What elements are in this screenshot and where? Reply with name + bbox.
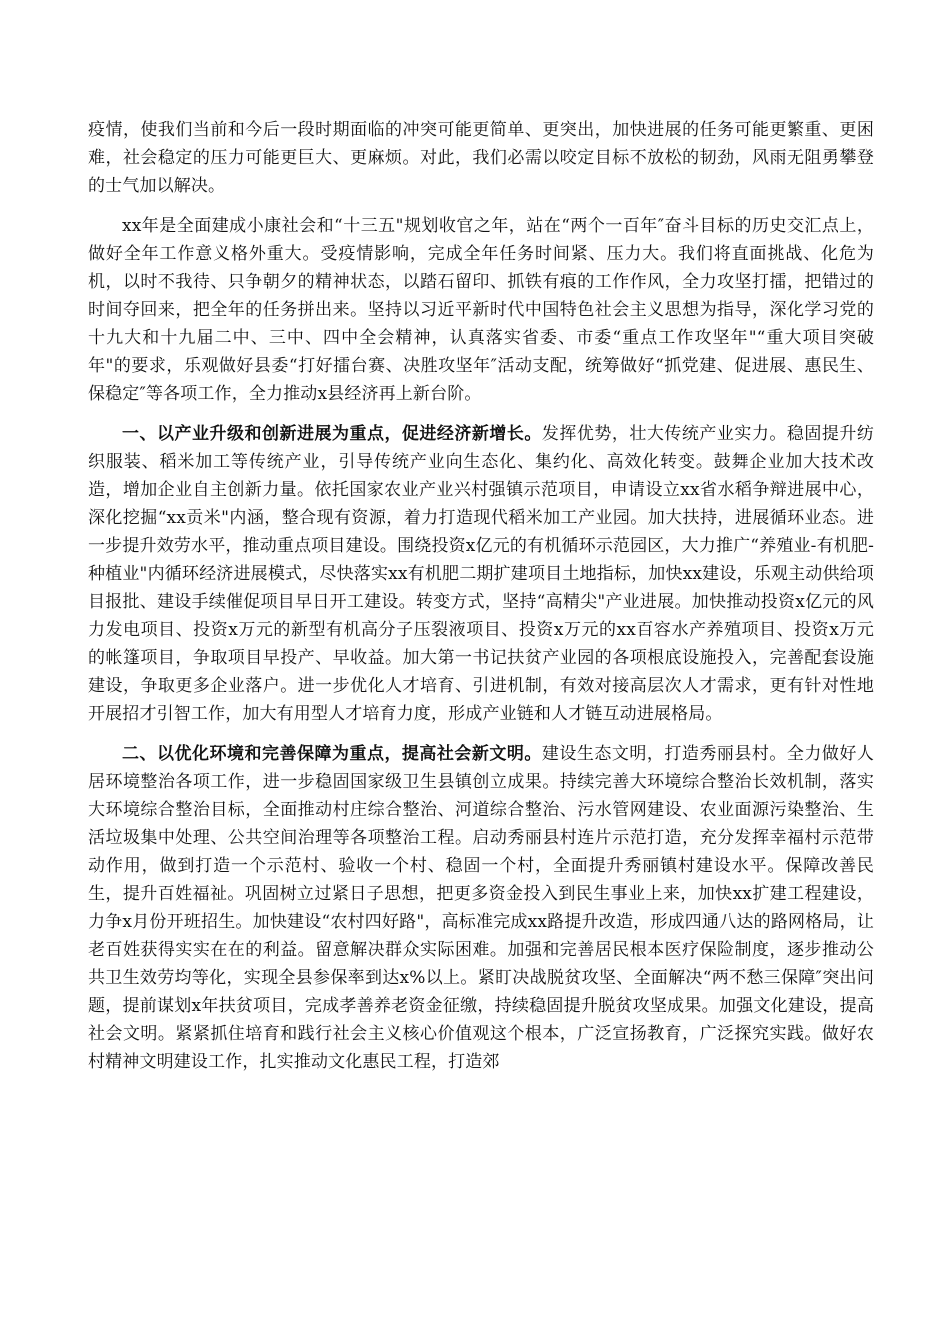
- paragraph-text: 疫情，使我们当前和今后一段时期面临的冲突可能更简单、更突出，加快进展的任务可能更繁重、更困难，社会稳定的压力可能更巨大、更麻烦。对此，我们必需以咬定目标不放松的韧劲，风雨无阻勇攀登的士气加以解决。: [88, 120, 874, 196]
- paragraph-text: xx年是全面建成小康社会和“十三五"规划收官之年，站在“两个一百年″奋斗目标的历史交汇点上，做好全年工作意义格外重大。受疫情影响，完成全年任务时间紧、压力大。我们将直面挑战、化危为机，以时不我待、只争朝夕的精神状态，以踏石留印、抓铁有痕的工作作风，全力攻坚打擂，把错过的时间夺回来，把全年的任务拼出来。坚持以习近平新时代中国特色社会主义思想为指导，深化学习党的十九大和十九届二中、三中、四中全会精神，认真落实省委、市委“重点工作攻坚年"“重大项目突破年"的要求，乐观做好县委“打好擂台赛、决胜攻坚年″活动支配，统筹做好“抓党建、促进展、惠民生、保稳定″等各项工作，全力推动x县经济再上新台阶。: [88, 216, 874, 404]
- section-heading: 二、以优化环境和完善保障为重点，提高社会新文明。: [122, 744, 542, 764]
- paragraph-section-one: [88, 420, 874, 728]
- paragraph-continuation: [88, 116, 874, 200]
- paragraph-text: 建设生态文明，打造秀丽县村。全力做好人居环境整治各项工作，进一步稳固国家级卫生县镇创立成果。持续完善大环境综合整治长效机制，落实大环境综合整治目标，全面推动村庄综合整治、河道综合整治、污水管网建设、农业面源污染整治、生活垃圾集中处理、公共空间治理等各项整治工程。启动秀丽县村连片示范打造，充分发挥幸福村示范带动作用，做到打造一个示范村、验收一个村、稳固一个村，全面提升秀丽镇村建设水平。保障改善民生，提升百姓福祉。巩固树立过紧日子思想，把更多资金投入到民生事业上来，加快xx扩建工程建设，力争x月份开班招生。加快建设“农村四好路"，高标准完成xx路提升改造，形成四通八达的路网格局，让老百姓获得实实在在的利益。留意解决群众实际困难。加强和完善居民根本医疗保险制度，逐步推动公共卫生效劳均等化，实现全县参保率到达x%以上。紧盯决战脱贫攻坚、全面解决“两不愁三保障″突出问题，提前谋划x年扶贫项目，完成孝善养老资金征缴，持续稳固提升脱贫攻坚成果。加强文化建设，提高社会文明。紧紧抓住培育和践行社会主义核心价值观这个根本，广泛宣扬教育，广泛探究实践。做好农村精神文明建设工作，扎实推动文化惠民工程，打造郊: [88, 744, 874, 1072]
- document-page: [88, 116, 874, 1088]
- paragraph-year-overview: [88, 212, 874, 408]
- paragraph-text: 发挥优势，壮大传统产业实力。稳固提升纺织服装、稻米加工等传统产业，引导传统产业向生态化、集约化、高效化转变。鼓舞企业加大技术改造，增加企业自主创新力量。依托国家农业产业兴村强镇示范项目，申请设立xx省水稻争辩进展中心，深化挖掘“xx贡米"内涵，整合现有资源，着力打造现代稻米加工产业园。加大扶持，进展循环业态。进一步提升效劳水平，推动重点项目建设。围绕投资x亿元的有机循环示范园区，大力推广“养殖业-有机肥-种植业"内循环经济进展模式，尽快落实xx有机肥二期扩建项目土地指标，加快xx建设，乐观主动供给项目报批、建设手续催促项目早日开工建设。转变方式，坚持“高精尖"产业进展。加快推动投资x亿元的风力发电项目、投资x万元的新型有机高分子压裂液项目、投资x万元的xx百容水产养殖项目、投资x万元的帐篷项目，争取项目早投产、早收益。加大第一书记扶贫产业园的各项根底设施投入，完善配套设施建设，争取更多企业落户。进一步优化人才培育、引进机制，有效对接高层次人才需求，更有针对性地开展招才引智工作，加大有用型人才培育力度，形成产业链和人才链互动进展格局。: [88, 424, 874, 724]
- paragraph-section-two: [88, 740, 874, 1076]
- section-heading: 一、以产业升级和创新进展为重点，促进经济新增长。: [122, 424, 542, 444]
